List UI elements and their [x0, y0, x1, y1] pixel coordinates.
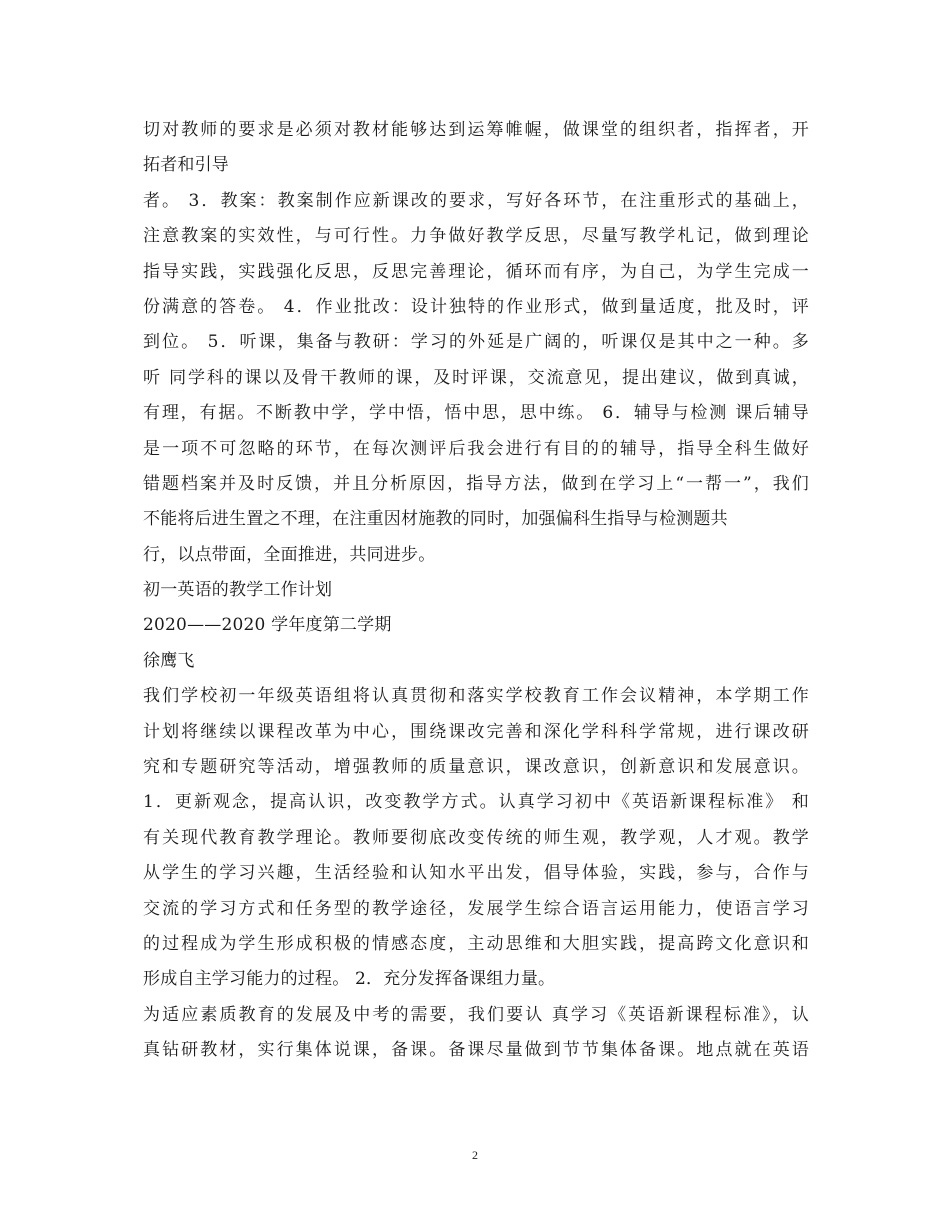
text-line: 是一项不可忽略的环节，在每次测评后我会进行有目的的辅导，指导全科生做好 [143, 438, 809, 459]
text-line: 徐鹰飞 [143, 650, 195, 671]
text-line: 为适应素质教育的发展及中考的需要，我们要认 真学习《英语新课程标准》，认 [143, 1004, 809, 1025]
text-line: 拓者和引导 [143, 155, 229, 176]
text-line: 计划将继续以课程改革为中心，围绕课改完善和深化学科科学常规，进行课改研 [143, 721, 809, 742]
text-line: 份满意的答卷。 4．作业批改：设计独特的作业形式，做到量适度，批及时，评 [143, 296, 809, 317]
text-line: 我们学校初一年级英语组将认真贯彻和落实学校教育工作会议精神，本学期工作 [143, 686, 809, 707]
text-line: 有关现代教育教学理论。教师要彻底改变传统的师生观，教学观，人才观。教学 [143, 827, 809, 848]
text-line: 1．更新观念，提高认识，改变教学方式。认真学习初中《英语新课程标准》 和 [143, 792, 809, 813]
document-body [143, 113, 809, 1069]
text-line: 究和专题研究等活动，增强教师的质量意识，课改意识，创新意识和发展意识。 [143, 757, 809, 778]
text-line: 初一英语的教学工作计划 [143, 580, 333, 601]
page-number: 2 [472, 1148, 478, 1162]
text-line: 指导实践，实践强化反思，反思完善理论，循环而有序，为自己，为学生完成一 [143, 261, 809, 282]
text-line: 行，以点带面，全面推进，共同进步。 [143, 544, 436, 565]
text-line: 2020——2020 学年度第二学期 [143, 615, 392, 636]
text-line: 交流的学习方式和任务型的教学途径，发展学生综合语言运用能力，使语言学习 [143, 898, 809, 919]
text-line: 形成自主学习能力的过程。 2．充分发挥备课组力量。 [143, 969, 556, 990]
text-line: 切对教师的要求是必须对教材能够达到运筹帷幄，做课堂的组织者，指挥者，开 [143, 120, 809, 140]
text-line: 的过程成为学生形成积极的情感态度，主动思维和大胆实践，提高跨文化意识和 [143, 933, 809, 954]
text-line: 到位。 5．听课，集备与教研：学习的外延是广阔的，听课仅是其中之一种。多 [143, 332, 809, 353]
text-line: 错题档案并及时反馈，并且分析原因，指导方法，做到在学习上“一帮一”，我们 [143, 473, 809, 494]
text-line: 者。 3．教案：教案制作应新课改的要求，写好各环节，在注重形式的基础上， [143, 190, 809, 211]
text-line: 真钻研教材，实行集体说课，备课。备课尽量做到节节集体备课。地点就在英语 [143, 1040, 809, 1061]
text-line: 有理，有据。不断教中学，学中悟，悟中思，思中练。 6．辅导与检测 课后辅导 [143, 403, 809, 424]
text-line: 注意教案的实效性，与可行性。力争做好教学反思，尽量写教学札记，做到理论 [143, 226, 809, 247]
text-line: 从学生的学习兴趣，生活经验和认知水平出发，倡导体验，实践，参与，合作与 [143, 863, 809, 884]
text-line: 听 同学科的课以及骨干教师的课，及时评课，交流意见，提出建议，做到真诚， [143, 367, 809, 388]
text-line: 不能将后进生置之不理，在注重因材施教的同时，加强偏科生指导与检测题共 [143, 509, 728, 530]
